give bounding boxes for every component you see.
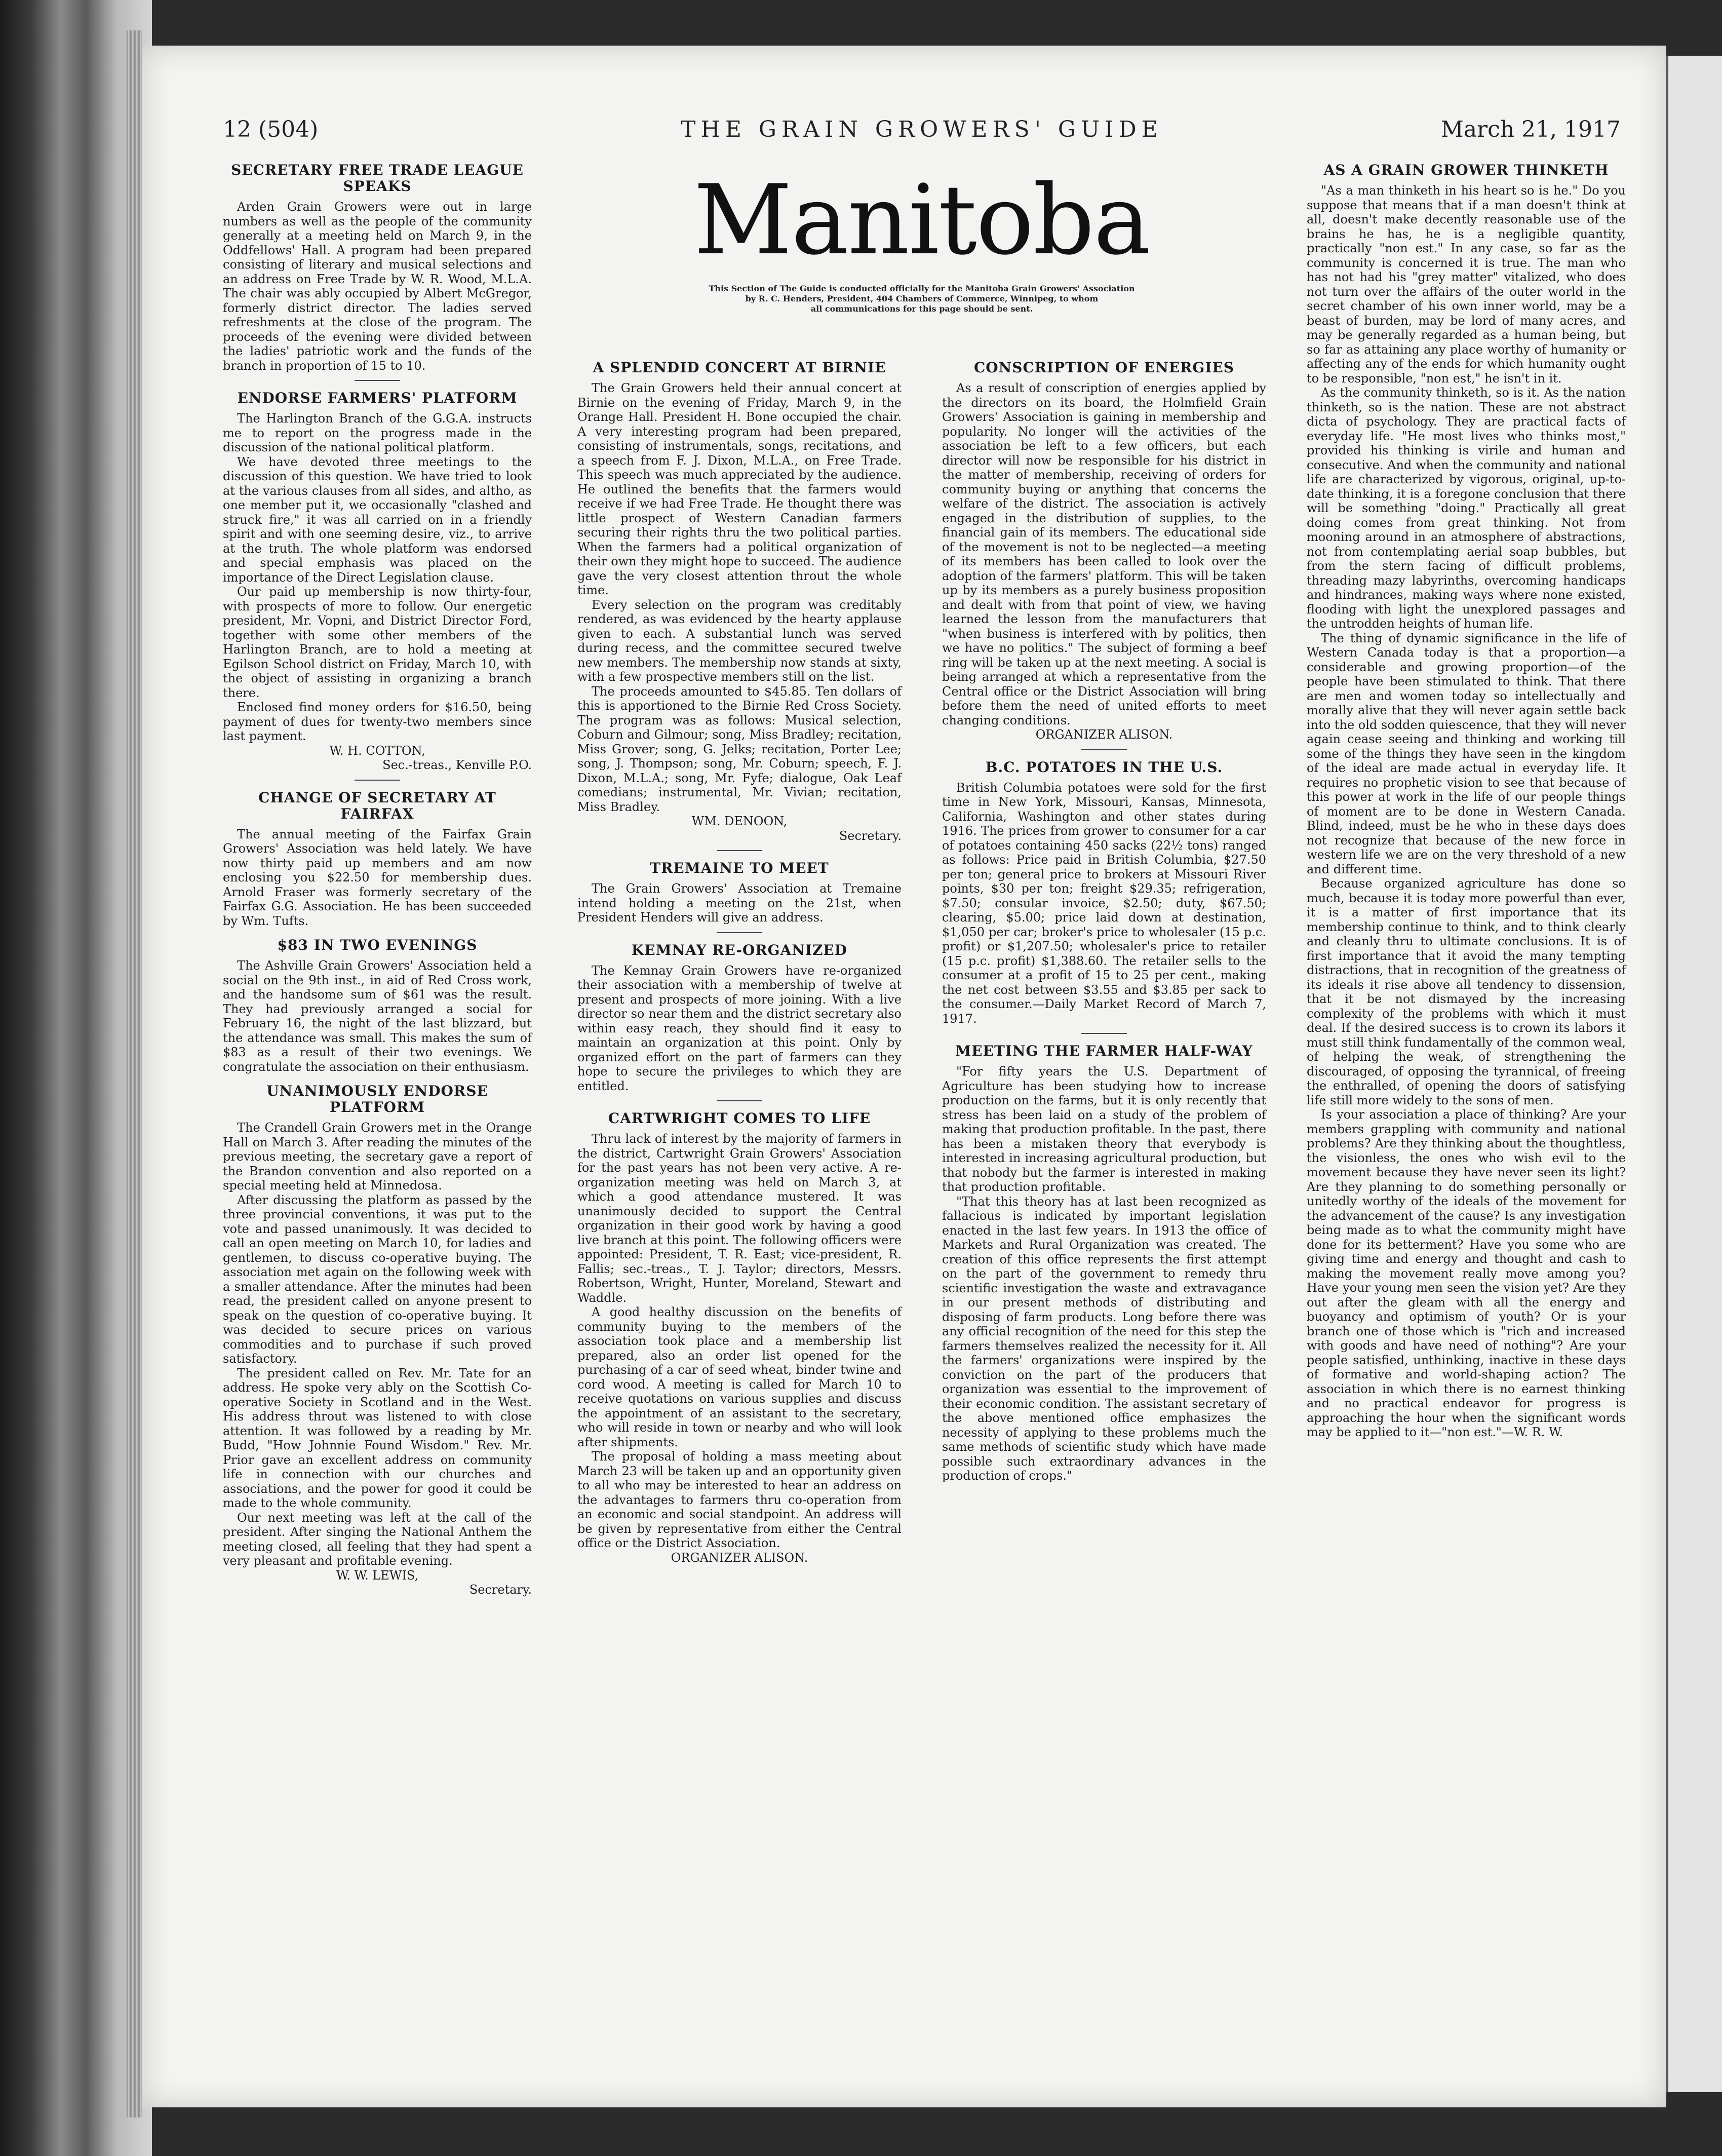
page-number: 12 (504) bbox=[223, 117, 319, 142]
column-1 bbox=[223, 162, 532, 1597]
divider bbox=[717, 932, 762, 933]
divider bbox=[1081, 749, 1127, 750]
article-paragraph: The Grain Growers held their annual concert at Birnie on the evening of Friday, March 9, in the Orange Hall. President H. Bone occupied the chair. A very interesting program had been prepared, consisting of instrumentals, songs, recitations, and a speech from F. J. Dixon, M.L.A., on Free Trade. This speech was much appreciated by the audience. He outlined the benefits that the farmers would receive if we had Free Trade. He thought there was little prospect of Western Canadian farmers securing their rights thru the two political parties. When the farmers had a political organization of their own they might hope to succeed. The audience gave the very closest attention throut the whole time. bbox=[577, 381, 902, 597]
article-paragraph: The Grain Growers' Association at Tremaine intend holding a meeting on the 21st, when President Henders will give an address. bbox=[577, 881, 902, 925]
article-paragraph: Arden Grain Growers were out in large numbers as well as the people of the community generally at a meeting held on March 9, in the Oddfellows' Hall. A program had been prepared consisting of literary and musical selections and an address on Free Trade by W. R. Wood, M.L.A. The chair was ably occupied by Albert McGregor, formerly district director. The ladies served refreshments at the close of the program. The proceeds of the evening were divided between the ladies' patriotic work and the funds of the branch in proportion of 15 to 10. bbox=[223, 200, 532, 373]
signature: W. W. LEWIS, bbox=[336, 1568, 419, 1583]
article-headline: UNANIMOUSLY ENDORSE PLATFORM bbox=[266, 1083, 488, 1115]
article-headline: $83 IN TWO EVENINGS bbox=[277, 937, 478, 953]
article-paragraph: The Ashville Grain Growers' Association held a social on the 9th inst., in aid of Red Cross work, and the handsome sum of $61 was the result. They had previously arranged a social for February 16, the night of the last blizzard, but the attendance was small. This makes the sum of $83 as a result of their two evenings. We congratulate the association on their enthusiasm. bbox=[223, 958, 532, 1074]
article-headline: KEMNAY RE-ORGANIZED bbox=[631, 941, 848, 958]
signature: ORGANIZER ALISON. bbox=[1035, 727, 1173, 742]
article-paragraph: The president called on Rev. Mr. Tate for an address. He spoke very ably on the Scottish Co-operative Society in Scotland and in the West. His address throut was listened to with close attention. It was followed by a reading by Mr. Budd, "How Johnnie Found Wisdom." Rev. Mr. Prior gave an excellent address on community life in connection with our churches and associations, and the power for good it could be made to the whole community. bbox=[223, 1366, 532, 1510]
article-paragraph: Is your association a place of thinking? Are your members grappling with community and national problems? Are they thinking about the thoughtless, the visionless, the ones who wish evil to the movement because they have never seen its light? Are they planning to do something personally or unitedly worthy of the ideals of the movement for the advancement of the cause? Is any investigation being made as to what the community might have done for its betterment? Have you some who are giving time and energy and thought and cash to making the movement really move among you? Have your young men seen the vision yet? Are they out after the gleam with all the energy and buoyancy and optimism of youth? Or is your branch one of those which is "rich and increased with goods and have need of nothing"? Are your people satisfied, unthinking, inactive in these days of formative and world-shaping action? The association in which there is no earnest thinking and no practical endeavor for progress is approaching the hour when the significant words may be applied to it—"non est."—W. R. W. bbox=[1307, 1107, 1626, 1439]
masthead-note-line: all communications for this page should be sent. bbox=[810, 304, 1033, 314]
issue-date: March 21, 1917 bbox=[1440, 117, 1621, 142]
article-headline: AS A GRAIN GROWER THINKETH bbox=[1323, 162, 1609, 178]
article-paragraph: The annual meeting of the Fairfax Grain Growers' Association was held lately. We have now thirty paid up members and am now enclosing you $22.50 for membership dues. Arnold Fraser was formerly secretary of the Fairfax G.G. Association. He has been succeeded by Wm. Tufts. bbox=[223, 827, 532, 928]
divider bbox=[355, 380, 400, 381]
article-headline: SECRETARY FREE TRADE LEAGUE SPEAKS bbox=[231, 162, 524, 195]
article-paragraph: The Harlington Branch of the G.G.A. instructs me to report on the progress made in the discussion of the national political platform. bbox=[223, 411, 532, 454]
article-paragraph: The Crandell Grain Growers met in the Orange Hall on March 3. After reading the minutes of the previous meeting, the secretary gave a report of the Brandon convention and also reported on a special meeting held at Minnedosa. bbox=[223, 1121, 532, 1192]
signature: W. H. COTTON, bbox=[329, 743, 425, 758]
article-paragraph: "As a man thinketh in his heart so is he." Do you suppose that means that if a man doesn't think at all, doesn't make decently reasonable use of the brains he has, he is a negligible quantity, practically "non est." In any case, so far as the community is concerned it is true. The man who has not had his "grey matter" vitalized, who does not turn over the affairs of the outer world in the secret chamber of his own inner world, may be a beast of burden, may be lord of many acres, and may be generally regarded as a human being, but so far as attaining any place worthy of humanity or affecting any of the ends for which humanity ought to be responsible, "non est," he isn't in it. bbox=[1307, 183, 1626, 386]
divider bbox=[717, 1100, 762, 1101]
newspaper-page bbox=[142, 46, 1666, 2107]
article-paragraph: "That this theory has at last been recognized as fallacious is indicated by important legislation enacted in the last few years. In 1913 the office of Markets and Rural Organization was created. The creation of this office represents the first attempt on the part of the government to remedy thru scientific investigation the waste and extravagance in our present methods of distributing and disposing of farm products. Long before there was any official recognition of the need for this step the farmers themselves realized the necessity for it. All the farmers' organizations were inspired by the conviction on the part of the producers that organization was essential to the improvement of their economic condition. The assistant secretary of the above mentioned office emphasizes the necessity of applying to these problems much the same methods of scientific study which have made possible such extraordinary advances in the production of crops." bbox=[942, 1194, 1266, 1483]
masthead-title: Manitoba bbox=[693, 164, 1150, 276]
article-headline: B.C. POTATOES IN THE U.S. bbox=[985, 758, 1223, 776]
article-headline: CHANGE OF SECRETARY AT FAIRFAX bbox=[258, 789, 496, 822]
article-headline: A SPLENDID CONCERT AT BIRNIE bbox=[593, 359, 886, 376]
article-paragraph: Our paid up membership is now thirty-four, with prospects of more to follow. Our energetic president, Mr. Vopni, and District Director Ford, together with some other members of the Harlington Branch, are to hold a meeting at Egilson School district on Friday, March 10, with the object of assisting in organizing a branch there. bbox=[223, 585, 532, 700]
article-paragraph: Because organized agriculture has done so much, because it is today more powerful than ever, it is a matter of first importance that its membership continue to think, and to think clearly and cleanly thru to ultimate conclusions. It is of first importance that it avoid the many tempting distractions, that in recognition of the greatness of its ideals it rise above all tendency to dissension, that it be not dismayed by the increasing complexity of the problems with which it must deal. If the desired success is to crown its labors it must still think fundamentally of the common weal, of helping the weak, of strengthening the discouraged, of opposing the tyrannical, of freeing the enthralled, of opening the doors of satisfying life still more widely to the sons of men. bbox=[1307, 876, 1626, 1107]
divider bbox=[355, 780, 400, 781]
article-headline: CONSCRIPTION OF ENERGIES bbox=[974, 359, 1234, 376]
masthead-note-line: by R. C. Henders, President, 404 Chambers of Commerce, Winnipeg, to whom bbox=[745, 294, 1099, 303]
article-headline: CARTWRIGHT COMES TO LIFE bbox=[608, 1110, 871, 1127]
signature: WM. DENOON, bbox=[691, 814, 788, 828]
masthead-note bbox=[577, 284, 1266, 314]
article-paragraph: "For fifty years the U.S. Department of Agriculture has been studying how to increase production on the farms, but it is only recently that stress has been laid on a study of the problem of making that production profitable. In the past, there has been a mistaken theory that everybody is interested in increasing agricultural production, but that nobody but the farmer is interested in making that production profitable. bbox=[942, 1064, 1266, 1194]
article-paragraph: British Columbia potatoes were sold for the first time in New York, Missouri, Kansas, Minnesota, California, Washington and other states during 1916. The prices from grower to consumer for a car of potatoes containing 450 sacks (22½ tons) ranged as follows: Price paid in British Columbia, $27.50 per ton; general price to brokers at Missouri River points, $30 per ton; freight $29.35; refrigeration, $7.50; consular invoice, $2.50; duty, $67.50; clearing, $5.00; price laid down at destination, $1,050 per car; broker's price to wholesaler (15 p.c. profit) or $1,207.50; wholesaler's price to retailer (15 p.c. profit) $1,388.60. The retailer sells to the consumer at a profit of 15 to 25 per cent., making the net cost between $3.55 and $3.85 per sack to the consumer.—Daily Market Record of March 7, 1917. bbox=[942, 780, 1266, 1026]
article-paragraph: After discussing the platform as passed by the three provincial conventions, it was put to the vote and passed unanimously. It was decided to call an open meeting on March 10, for ladies and gentlemen, to discuss co-operative buying. The association met again on the following week with a smaller attendance. After the minutes had been read, the president called on anyone present to speak on the question of co-operative buying. It was decided to secure prices on various commodities and to purchase if such proved satisfactory. bbox=[223, 1192, 532, 1366]
article-paragraph: Thru lack of interest by the majority of farmers in the district, Cartwright Grain Growers' Association for the past years has not been very active. A re-organization meeting was held on March 3, at which a good attendance mustered. It was unanimously decided to support the Central organization in their good work by having a good live branch at this point. The following officers were appointed: President, T. R. East; vice-president, R. Fallis; sec.-treas., T. J. Taylor; directors, Messrs. Robertson, Wright, Hunter, Moreland, Stewart and Waddle. bbox=[577, 1132, 902, 1305]
column-2 bbox=[577, 360, 902, 1565]
article-headline: ENDORSE FARMERS' PLATFORM bbox=[237, 390, 518, 406]
article-paragraph: The proceeds amounted to $45.85. Ten dollars of this is apportioned to the Birnie Red Cross Society. The program was as follows: Musical selection, Coburn and Gilmour; song, Miss Bradley; recitation, Miss Grover; song, G. Jelks; recitation, Porter Lee; song, J. Thompson; song, Mr. Coburn; speech, F. J. Dixon, M.L.A.; song, Mr. Fyfe; dialogue, Oak Leaf comedians; instrumental, Mr. Vivian; recitation, Miss Bradley. bbox=[577, 684, 902, 814]
article-paragraph: A good healthy discussion on the benefits of community buying to the members of the association took place and a membership list prepared, also an order list opened for the purchasing of a car of seed wheat, binder twine and cord wood. A meeting is called for March 10 to receive quotations on various supplies and discuss the appointment of an assistant to the secretary, who will reside in town or nearby and who will look after shipments. bbox=[577, 1305, 902, 1449]
masthead-block bbox=[577, 157, 1266, 370]
article-paragraph: As the community thinketh, so is it. As the nation thinketh, so is the nation. These are not abstract dicta of psychology. They are practical facts of everyday life. "He most lives who thinks most," provided his thinking is virile and human and consecutive. And when the community and national life are characterized by vigorous, original, up-to-date thinking, it is a foregone conclusion that there will be something "doing." Practically all great doing comes from great thinking. Not from mooning around in an atmosphere of abstractions, not from contemplating aerial soap bubbles, but from the stern facing of difficult problems, threading mazy labyrinths, overcoming handicaps and hindrances, making ways where none existed, flooding with light the unexplored passages and the untrodden heights of human life. bbox=[1307, 386, 1626, 631]
page-stack-edge bbox=[127, 30, 142, 2118]
signature-title: Sec.-treas., Kenville P.O. bbox=[382, 758, 532, 772]
column-4 bbox=[1307, 162, 1626, 1440]
masthead-note-line: This Section of The Guide is conducted officially for the Manitoba Grain Growers' Association bbox=[709, 284, 1135, 293]
article-paragraph: Every selection on the program was creditably rendered, as was evidenced by the hearty applause given to each. A substantial lunch was served during recess, and the committee secured twelve new members. The membership now stands at sixty, with a few prospective members still on the list. bbox=[577, 597, 902, 684]
running-header bbox=[223, 117, 1621, 147]
article-paragraph: As a result of conscription of energies applied by the directors on its board, the Holmfield Grain Growers' Association is gaining in membership and popularity. No longer will the activities of the association be left to a few officers, but each director will now be responsible for his district in the matter of membership, receiving of orders for community buying or anything that concerns the welfare of the district. The association is actively engaged in the distribution of supplies, to the financial gain of its members. The educational side of the movement is not to be neglected—a meeting of its members has been called to look over the adoption of the farmers' platform. This will be taken up by its members as a purely business proposition and dealt with from that point of view, we having learned the lesson from the manufacturers that "when business is interfered with by politics, then we have no politics." The subject of forming a beef ring will be taken up at the next meeting. A social is being arranged at which a representative from the Central office or the District Association will bring before them the need of united efforts to meet changing conditions. bbox=[942, 381, 1266, 727]
publication-title: THE GRAIN GROWERS' GUIDE bbox=[681, 117, 1163, 142]
article-headline: TREMAINE TO MEET bbox=[650, 860, 829, 876]
article-headline: MEETING THE FARMER HALF-WAY bbox=[955, 1043, 1253, 1059]
article-paragraph: Enclosed find money orders for $16.50, being payment of dues for twenty-two members since last payment. bbox=[223, 700, 532, 743]
divider bbox=[717, 850, 762, 851]
column-3 bbox=[942, 360, 1266, 1483]
article-paragraph: The Kemnay Grain Growers have re-organized their association with a membership of twelve at present and prospects of more joining. With a live director so near them and the district secretary also within easy reach, they should find it easy to maintain an organization at this point. Only by organized effort on the part of farmers can they hope to secure the privileges to which they are entitled. bbox=[577, 963, 902, 1093]
article-paragraph: The proposal of holding a mass meeting about March 23 will be taken up and an opportunity given to all who may be interested to hear an address on the advantages to farmers thru co-operation from an economic and social standpoint. An address will be given by representative from either the Central office or the District Association. bbox=[577, 1449, 902, 1550]
next-page-edge bbox=[1666, 56, 1722, 2092]
divider bbox=[1081, 1033, 1127, 1034]
signature-title: Secretary. bbox=[469, 1583, 532, 1597]
article-paragraph: Our next meeting was left at the call of the president. After singing the National Anthem the meeting closed, all feeling that they had spent a very pleasant and profitable evening. bbox=[223, 1510, 532, 1568]
signature-title: Secretary. bbox=[839, 828, 902, 843]
signature: ORGANIZER ALISON. bbox=[671, 1550, 808, 1565]
article-paragraph: The thing of dynamic significance in the life of Western Canada today is that a proportion—a considerable and growing proportion—of the people have been stimulated to think. That there are men and women today so intellectually and morally alive that they will never again settle back into the old sodden quiescence, that they will never again cease seeing and thinking and working till some of the things they have seen in the kingdom of the ideal are made actual in everyday life. It requires no prophetic vision to see that because of this power at work in the life of our people things of moment are to be done in Western Canada. Blind, indeed, must be he who in these days does not recognize that because of the new force in western life we are on the very threshold of a new and different time. bbox=[1307, 631, 1626, 876]
article-paragraph: We have devoted three meetings to the discussion of this question. We have tried to look at the various clauses from all sides, and altho, as one member put it, we occasionally "clashed and struck fire," it was all carried on in a friendly spirit and with one seeming desire, viz., to arrive at the truth. The whole platform was endorsed and special emphasis was placed on the importance of the Direct Legislation clause. bbox=[223, 454, 532, 585]
